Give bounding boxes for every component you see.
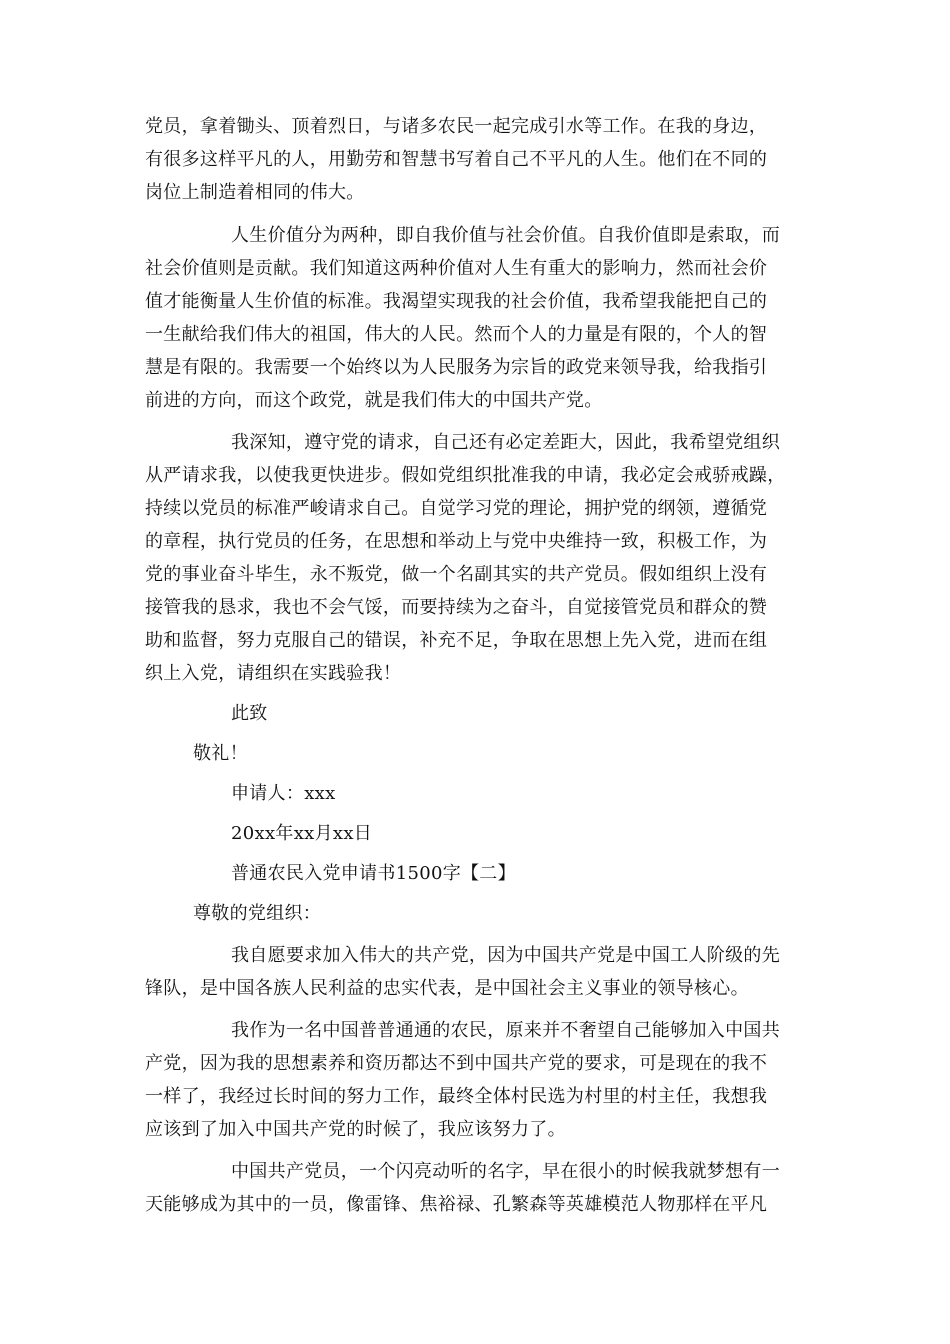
text-line: 人生价值分为两种，即自我价值与社会价值。自我价值即是索取，而 <box>231 225 780 246</box>
closing-text: 此致 <box>231 703 268 724</box>
text-line: 织上入党，请组织在实践验我！ <box>145 663 402 684</box>
text-line: 助和监督，努力克服自己的错误，补充不足，争取在思想上先入党，进而在组 <box>145 630 768 651</box>
text-line: 前进的方向，而这个政党，就是我们伟大的中国共产党。 <box>145 390 603 411</box>
text-line: 党的事业奋斗毕生，永不叛党，做一个名副其实的共产党员。假如组织上没有 <box>145 564 768 585</box>
text-line: 党员，拿着锄头、顶着烈日，与诸多农民一起完成引水等工作。在我的身边， <box>145 116 768 137</box>
section-title: 普通农民入党申请书1500字【二】 <box>231 863 516 884</box>
text-line: 产党，因为我的思想素养和资历都达不到中国共产党的要求，可是现在的我不 <box>145 1053 768 1074</box>
text-line: 一生献给我们伟大的祖国，伟大的人民。然而个人的力量是有限的，个人的智 <box>145 324 768 345</box>
text-line: 岗位上制造着相同的伟大。 <box>145 182 365 203</box>
greeting-text: 尊敬的党组织： <box>193 903 322 924</box>
text-line: 接管我的恳求，我也不会气馁，而要持续为之奋斗，自觉接管党员和群众的赞 <box>145 597 768 618</box>
text-line: 从严请求我，以使我更快进步。假如党组织批准我的申请，我必定会戒骄戒躁， <box>145 465 786 486</box>
date-line: 20xx年xx月xx日 <box>231 823 373 844</box>
text-line: 有很多这样平凡的人，用勤劳和智慧书写着自己不平凡的人生。他们在不同的 <box>145 149 768 170</box>
text-line: 我深知，遵守党的请求，自己还有必定差距大，因此，我希望党组织 <box>231 432 780 453</box>
applicant-line: 申请人：xxx <box>231 783 336 804</box>
text-line: 天能够成为其中的一员，像雷锋、焦裕禄、孔繁森等英雄模范人物那样在平凡 <box>145 1194 768 1215</box>
text-line: 中国共产党员，一个闪亮动听的名字，早在很小的时候我就梦想有一 <box>231 1161 780 1182</box>
text-line: 我作为一名中国普普通通的农民，原来并不奢望自己能够加入中国共 <box>231 1020 780 1041</box>
text-line: 值才能衡量人生价值的标准。我渴望实现我的社会价值，我希望我能把自己的 <box>145 291 768 312</box>
text-line: 一样了，我经过长时间的努力工作，最终全体村民选为村里的村主任，我想我 <box>145 1086 768 1107</box>
text-line: 我自愿要求加入伟大的共产党，因为中国共产党是中国工人阶级的先 <box>231 945 780 966</box>
text-line: 锋队，是中国各族人民利益的忠实代表，是中国社会主义事业的领导核心。 <box>145 978 749 999</box>
text-line: 的章程，执行党员的任务，在思想和举动上与党中央维持一致，积极工作，为 <box>145 531 768 552</box>
text-line: 持续以党员的标准严峻请求自己。自觉学习党的理论，拥护党的纲领，遵循党 <box>145 498 768 519</box>
text-line: 社会价值则是贡献。我们知道这两种价值对人生有重大的影响力，然而社会价 <box>145 258 768 279</box>
text-line: 应该到了加入中国共产党的时候了，我应该努力了。 <box>145 1119 566 1140</box>
salute-text: 敬礼！ <box>193 743 248 764</box>
text-line: 慧是有限的。我需要一个始终以为人民服务为宗旨的政党来领导我，给我指引 <box>145 357 768 378</box>
